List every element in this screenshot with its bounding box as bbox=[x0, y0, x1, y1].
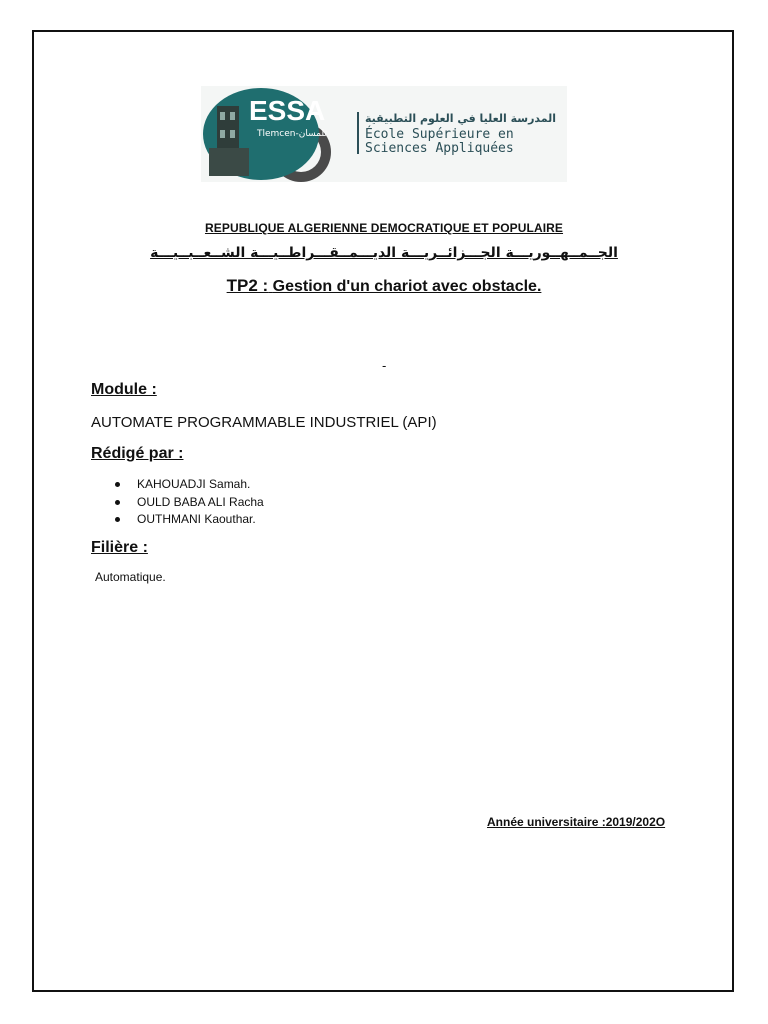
academic-year: Année universitaire :2019/202O bbox=[487, 815, 666, 829]
list-item: OUTHMANI Kaouthar. bbox=[91, 511, 264, 529]
tp-title bbox=[0, 276, 768, 296]
filiere-value: Automatique. bbox=[95, 570, 166, 584]
tp-title-text: Gestion d'un chariot avec obstacle. bbox=[272, 278, 542, 295]
republic-fr: REPUBLIQUE ALGERIENNE DEMOCRATIQUE ET POPULAIRE bbox=[204, 221, 564, 235]
logo-french-line1: École Supérieure en bbox=[365, 127, 514, 142]
authors-label: Rédigé par : bbox=[91, 445, 184, 462]
authors-list bbox=[91, 476, 264, 529]
logo-acronym: ESSA bbox=[249, 95, 326, 126]
logo-arabic-name: المدرسة العليا في العلوم التطبيقية bbox=[365, 112, 557, 125]
logo-french-line2: Sciences Appliquées bbox=[365, 141, 514, 156]
dash-separator: - bbox=[382, 358, 387, 373]
module-value: AUTOMATE PROGRAMMABLE INDUSTRIEL (API) bbox=[91, 414, 437, 431]
essa-logo bbox=[201, 86, 567, 182]
list-item: OULD BABA ALI Racha bbox=[91, 494, 264, 512]
module-label: Module : bbox=[91, 381, 157, 398]
tp-prefix: TP2 : bbox=[226, 276, 269, 295]
list-item: KAHOUADJI Samah. bbox=[91, 476, 264, 494]
filiere-label: Filière : bbox=[91, 539, 148, 556]
republic-ar: الجــمــهــوريـــة الجـــزائــريـــة الديـــمــقـــراطــيـــة الشــعــبــيـــة bbox=[150, 245, 618, 261]
logo-city: Tlemcen-تلمسان bbox=[257, 129, 327, 139]
